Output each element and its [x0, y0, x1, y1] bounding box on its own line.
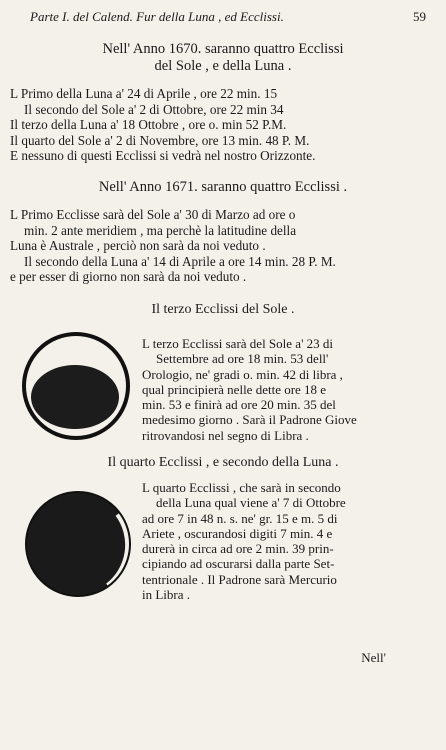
eclipse4-line: Ariete , oscurandosi digiti 7 min. 4 e: [142, 525, 333, 541]
section2-line: Il secondo della Luna a' 14 di Aprile a ore 14 min. 28 P. M.: [24, 253, 336, 269]
eclipse3-line: L terzo Ecclissi sarà del Sole a' 23 di: [142, 336, 334, 351]
eclipse3-title: Il terzo Ecclissi del Sole .: [151, 302, 295, 317]
section2-paragraph: [10, 207, 408, 285]
section1-heading-line1: Nell' Anno 1670. saranno quattro Ecclissi: [102, 41, 344, 57]
catchword: Nell': [361, 650, 386, 665]
page-header: [30, 6, 436, 28]
section2-line: e per esser di giorno non sarà da noi veduto .: [10, 269, 247, 284]
eclipse3-line: Settembre ad ore 18 min. 53 dell': [156, 351, 329, 367]
eclipse3-line: Orologio, ne' gradi o. min. 42 di libra ,: [142, 366, 343, 382]
eclipse4-paragraph: [142, 480, 412, 602]
section1-line: Il secondo del Sole a' 2 di Ottobre, ore 22 min 34: [24, 101, 284, 117]
eclipse4-line: in Libra .: [142, 587, 191, 603]
eclipse3-line: qual principierà nelle dette ore 18 e: [142, 381, 327, 397]
eclipse4-line: ad ore 7 in 48 n. s. ne' gr. 15 e m. 5 di: [142, 510, 338, 526]
solar-eclipse-figure: [20, 330, 132, 442]
eclipse3-paragraph: [142, 336, 412, 443]
eclipse4-line: tentrionale . Il Padrone sarà Mercurio: [142, 571, 337, 587]
eclipse4-title: Il quarto Ecclissi , e secondo della Luna .: [107, 455, 339, 470]
eclipse4-line: L quarto Ecclissi , che sarà in secondo: [142, 480, 341, 495]
section2-line: min. 2 ante meridiem , ma perchè la latitudine della: [24, 222, 297, 238]
section1-paragraph: [10, 86, 408, 164]
eclipse3-line: medesimo giorno . Sarà il Padrone Giove: [142, 412, 357, 428]
section2-heading: Nell' Anno 1671. saranno quattro Ecclissi .: [98, 179, 348, 195]
section2-line: Luna è Australe , perciò non sarà da noi veduto .: [10, 238, 266, 253]
eclipse4-line: durerà in circa ad ore 2 min. 39 prin-: [142, 541, 334, 557]
section1-line: Il terzo della Luna a' 18 Ottobre , ore o. min 52 P.M.: [10, 117, 287, 132]
section1-line: E nessuno di questi Ecclissi si vedrà nel nostro Orizzonte.: [10, 148, 316, 163]
eclipse3-line: ritrovandosi nel segno di Libra .: [142, 427, 309, 443]
section2-line: L Primo Ecclisse sarà del Sole a' 30 di Marzo ad ore o: [10, 207, 296, 222]
running-head: Parte I. del Calend. Fur della Luna , ed Ecclissi.: [30, 9, 284, 24]
section1-line: Il quarto del Sole a' 2 di Novembre, ore 13 min. 48 P. M.: [10, 132, 310, 148]
page-number: 59: [413, 9, 426, 24]
eclipse3-line: min. 53 e finirà ad ore 20 min. 35 del: [142, 397, 336, 413]
section1-heading-line2: del Sole , e della Luna .: [154, 58, 292, 74]
eclipse4-line: cipiando ad oscurarsi dalla parte Set-: [142, 556, 335, 572]
lunar-eclipse-figure: [18, 484, 138, 604]
section1-line: L Primo della Luna a' 24 di Aprile , ore 22 min. 15: [10, 86, 278, 101]
eclipse4-line: della Luna qual viene a' 7 di Ottobre: [156, 495, 346, 511]
